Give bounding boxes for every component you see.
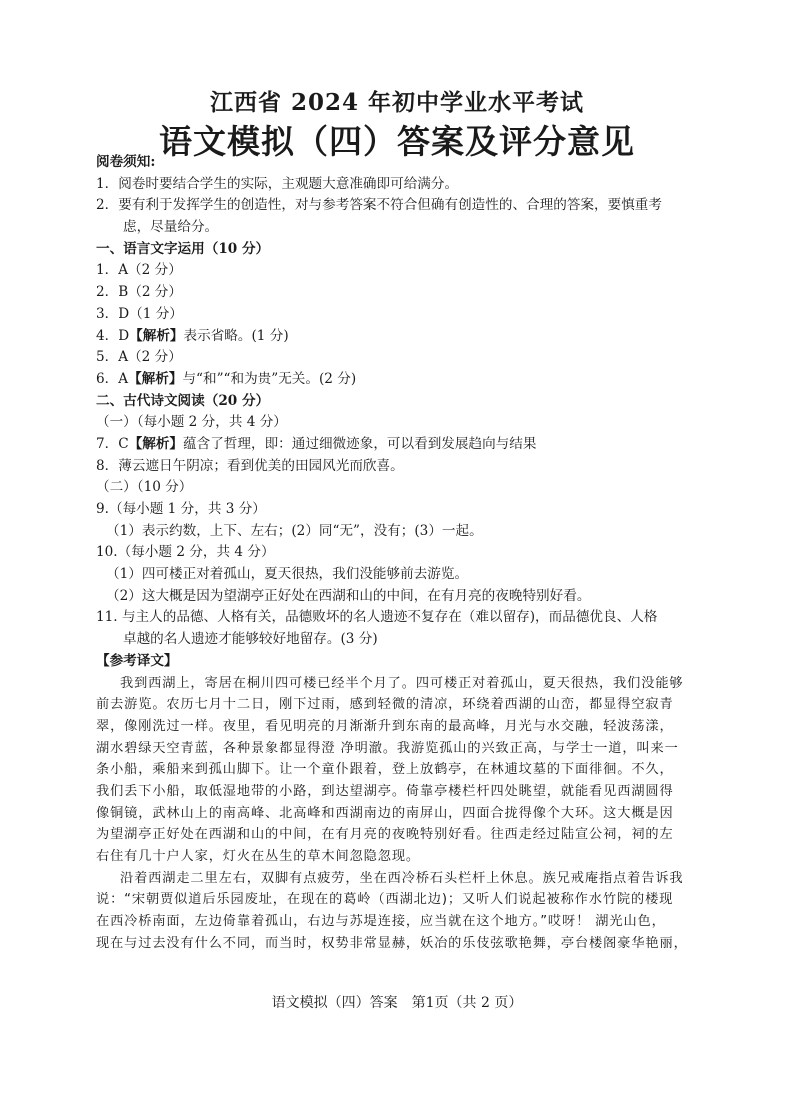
translation-line: 像铜镜，武林山上的南高峰、北高峰和西湖南边的南屏山，四面合拢得像个大环。这大概是因 xyxy=(96,805,674,821)
translation-line: 我到西湖上，寄居在桐川四可楼已经半个月了。四可楼正对着孤山，夏天很热，我们没能够 xyxy=(120,675,684,691)
notice-item-1: 1．阅卷时要结合学生的实际，主观题大意准确即可给满分。 xyxy=(96,175,459,192)
translation-line: 翠，像刚洗过一样。夜里，看见明亮的月渐渐升到东南的最高峰，月光与水交融，轻波荡漾， xyxy=(96,718,674,734)
answer-9: 9.（每小题 1 分，共 3 分） xyxy=(96,501,266,517)
document-body xyxy=(96,152,718,954)
answer-8: 8．薄云遮日午阴凉；看到优美的田园风光而欣喜。 xyxy=(96,457,404,474)
translation-line: 在西冷桥南面，左边倚靠着孤山，右边与苏堤连接，应当就在这个地方。”哎呀！ 湖光山色， xyxy=(96,914,666,930)
answer-2: 2．B（2 分） xyxy=(96,284,182,301)
translation-line: 湖水碧绿天空青蓝，各种景象都显得澄 净明澈。我游览孤山的兴致正高，与学士一道，叫来一 xyxy=(96,740,679,756)
translation-line: 右住有几十户人家，灯火在丛生的草木间忽隐忽现。 xyxy=(96,849,421,864)
analysis-tag: 【解析】 xyxy=(129,327,184,344)
page-footer: 语文模拟（四）答案 第1页（共 2 页） xyxy=(271,995,523,1011)
analysis-tag: 【解析】 xyxy=(128,370,183,387)
answer-10: 10.（每小题 2 分，共 4 分） xyxy=(96,544,275,561)
translation-line: 现在与过去没有什么不同，而当时，权势非常显赫，妖冶的乐伎弦歌艳舞，亭台楼阁豪华艳丽， xyxy=(96,935,688,951)
answer-6-label: 6．A xyxy=(96,370,129,387)
answer-4 xyxy=(96,326,718,348)
answer-10-2: （2）这大概是因为望湖亭正好处在西湖和山的中间，在有月亮的夜晚特别好看。 xyxy=(106,587,591,604)
notice-item-2: 2．要有利于发挥学生的创造性，对与参考答案不符合但确有创造性的、合理的答案，要慎重考 xyxy=(96,197,662,214)
answer-6-text: 与“和”“和为贵”无关。(2 分) xyxy=(182,370,357,387)
part-1-heading: （一）（每小题 2 分，共 4 分） xyxy=(96,414,287,431)
translation-line: 前去游览。农历七月十二日，刚下过雨，感到轻微的清凉，环绕着西湖的山峦，都显得空寂青 xyxy=(96,697,674,713)
answer-6 xyxy=(96,369,718,391)
translation-line: 为望湖亭正好处在西湖和山的中间，在有月亮的夜晚特别好看。往西走经过陆宣公祠，祠的左 xyxy=(96,827,674,843)
document-title: 语文模拟（四）答案及评分意见 xyxy=(159,122,635,161)
translation-heading: 【参考译文】 xyxy=(96,652,178,669)
answer-7-label: 7．C xyxy=(96,435,129,452)
part-2-heading: （二）（10 分） xyxy=(96,479,193,496)
answer-11-cont: 卓越的名人遗迹才能够较好地留存。(3 分) xyxy=(123,631,378,648)
answer-4-label: 4．D xyxy=(96,327,130,344)
section-1-heading: 一、语言文字运用（10 分） xyxy=(96,240,270,257)
translation-body xyxy=(96,673,718,955)
section-2-heading: 二、古代诗文阅读（20 分） xyxy=(96,392,270,409)
answer-5: 5．A（2 分） xyxy=(96,349,182,366)
answer-4-text: 表示省略。(1 分) xyxy=(183,327,289,344)
translation-line: 说：“宋朝贾似道后乐园废址，在现在的葛岭（西湖北边)；又听人们说起被称作水竹院的楼现 xyxy=(96,892,674,908)
translation-line: 条小船，乘船来到孤山脚下。让一个童仆跟着，登上放鹤亭，在林逋坟墓的下面徘徊。不久， xyxy=(96,762,674,778)
translation-line: 我们丢下小船，取低湿地带的小路，到达望湖亭。倚靠亭楼栏杆四处眺望，就能看见西湖圆得 xyxy=(96,783,674,799)
answer-7 xyxy=(96,434,718,456)
exam-title: 江西省 2024 年初中学业水平考试 xyxy=(209,89,585,116)
answer-3: 3．D（1 分） xyxy=(96,305,183,322)
answer-11: 11. 与主人的品德、人格有关，品德败坏的名人遗迹不复存在（难以留存)，而品德优良、人格 xyxy=(96,609,658,626)
answer-9-detail: （1）表示约数，上下、左右；(2）同“无”，没有；(3）一起。 xyxy=(106,522,483,539)
translation-line: 沿着西湖走二里左右，双脚有点疲劳，坐在西冷桥石头栏杆上休息。族兄戒庵指点着告诉我 xyxy=(120,870,684,886)
notice-item-2-cont: 虑，尽量给分。 xyxy=(123,219,219,236)
notice-heading: 阅卷须知: xyxy=(96,154,156,170)
answer-10-1: （1）四可楼正对着孤山，夏天很热，我们没能够前去游览。 xyxy=(106,566,469,583)
answer-1: 1．A（2 分） xyxy=(96,262,182,279)
analysis-tag: 【解析】 xyxy=(128,435,184,452)
answer-7-text: 蕴含了哲理，即：通过细微迹象，可以看到发展趋向与结果 xyxy=(183,435,537,452)
